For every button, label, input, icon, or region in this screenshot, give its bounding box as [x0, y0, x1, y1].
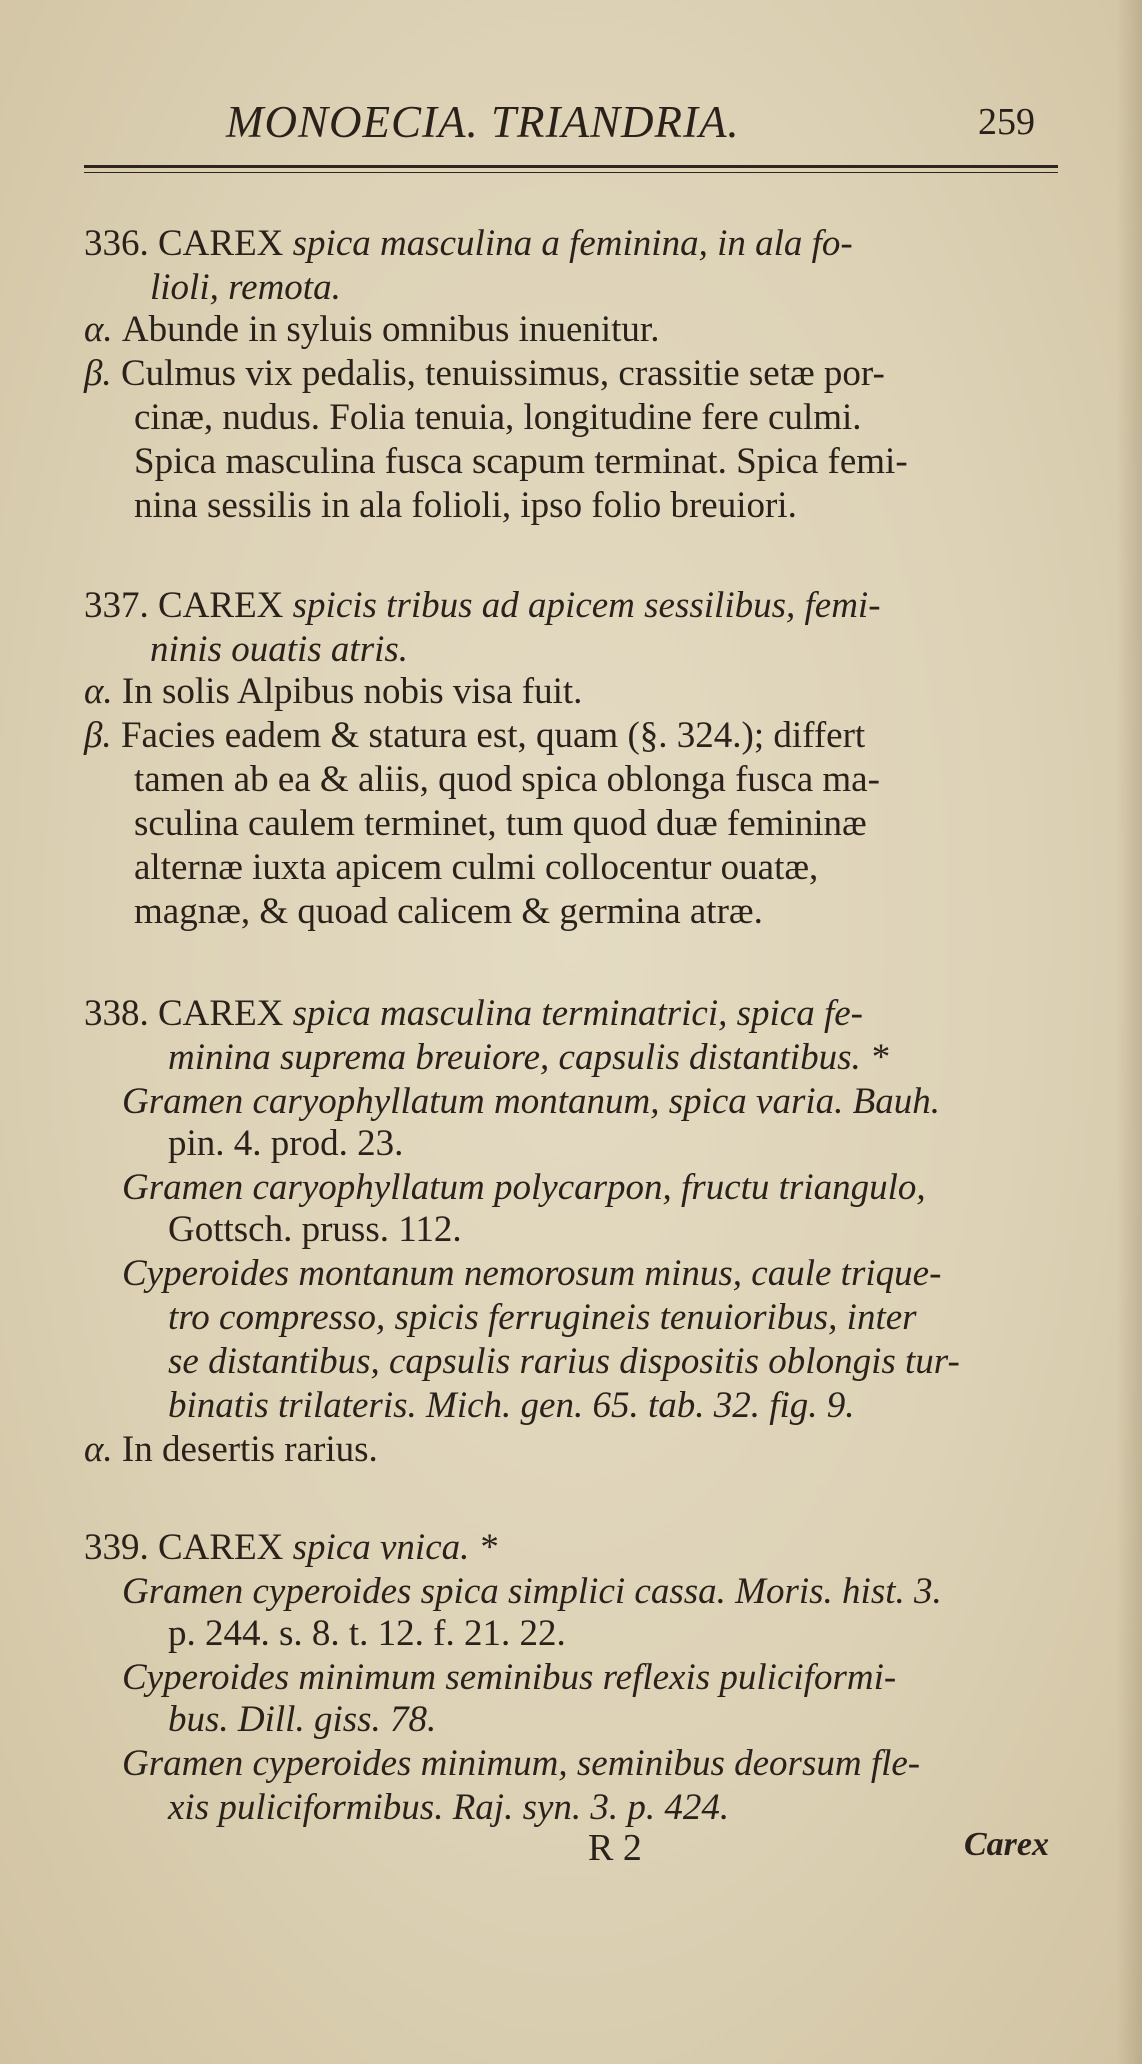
variety-marker: β.: [84, 353, 121, 394]
entry-339-line-1: [84, 1526, 497, 1570]
entry-338-line-8: tro compresso, spicis ferrugineis tenuioribus, inter: [168, 1297, 917, 1338]
entry-337-line-1: [84, 584, 881, 628]
entry-338-line-7: Cyperoides montanum nemorosum minus, caule trique-: [122, 1253, 942, 1294]
entry-338-line-9: se distantibus, capsulis rarius dispositis oblongis tur-: [168, 1341, 960, 1382]
entry-338-line-10: binatis trilateris. Mich. gen. 65. tab. 32. fig. 9.: [168, 1385, 855, 1426]
entry-diagnosis: spica vnica. *: [292, 1527, 498, 1568]
entry-339-line-5: bus. Dill. giss. 78.: [168, 1699, 437, 1740]
entry-338-line-2: minina suprema breuiore, capsulis distantibus. *: [168, 1037, 889, 1078]
entry-339-line-6: Gramen cyperoides minimum, seminibus deorsum fle-: [122, 1743, 921, 1784]
entry-number-heading: 336. CAREX: [84, 223, 293, 264]
entry-338-line-4: pin. 4. prod. 23.: [168, 1123, 404, 1164]
entry-336-line-1: [84, 222, 853, 266]
entry-338-line-1: [84, 992, 863, 1036]
entry-number-heading: 338. CAREX: [84, 993, 293, 1034]
entry-337-line-4: β. Facies eadem & statura est, quam (§. 324.); differt: [84, 715, 866, 756]
entry-338-line-5: Gramen caryophyllatum polycarpon, fructu triangulo,: [122, 1167, 926, 1208]
entry-336-line-4: β. Culmus vix pedalis, tenuissimus, crassitie setæ por-: [84, 353, 885, 394]
entry-number-heading: 337. CAREX: [84, 585, 293, 626]
entry-337-line-6: sculina caulem terminet, tum quod duæ femininæ: [134, 803, 867, 844]
entry-337-line-2: ninis ouatis atris.: [150, 629, 409, 670]
running-head: MONOECIA. TRIANDRIA.: [226, 97, 740, 147]
variety-marker: α.: [84, 671, 122, 712]
entry-338-line-6: Gottsch. pruss. 112.: [168, 1209, 462, 1250]
entry-diagnosis: spicis tribus ad apicem sessilibus, femi-: [292, 585, 881, 626]
entry-339-line-2: Gramen cyperoides spica simplici cassa. Moris. hist. 3.: [122, 1571, 942, 1612]
header-rule: [84, 165, 1058, 173]
entry-336-line-5: cinæ, nudus. Folia tenuia, longitudine fere culmi.: [134, 397, 862, 438]
entry-339-line-3: p. 244. s. 8. t. 12. f. 21. 22.: [168, 1613, 566, 1654]
entry-339-line-7: xis puliciformibus. Raj. syn. 3. p. 424.: [168, 1787, 730, 1828]
page-edge-shadow: [1116, 0, 1142, 2064]
entry-338-line-3: Gramen caryophyllatum montanum, spica varia. Bauh.: [122, 1081, 941, 1122]
entry-338-line-11: α. In desertis rarius.: [84, 1429, 378, 1470]
entry-diagnosis: spica masculina a feminina, in ala fo-: [292, 223, 853, 264]
entry-336-line-6: Spica masculina fusca scapum terminat. Spica femi-: [134, 441, 908, 482]
entry-336-line-2: lioli, remota.: [150, 267, 341, 308]
page-footer: [0, 1826, 1142, 1876]
signature-mark: R 2: [588, 1827, 642, 1869]
variety-marker: β.: [84, 715, 121, 756]
variety-marker: α.: [84, 309, 122, 350]
entry-337-line-3: α. In solis Alpibus nobis visa fuit.: [84, 671, 583, 712]
entry-diagnosis: spica masculina terminatrici, spica fe-: [292, 993, 863, 1034]
entry-337-line-5: tamen ab ea & aliis, quod spica oblonga fusca ma-: [134, 759, 880, 800]
page-number: 259: [978, 101, 1035, 143]
entry-336-line-7: nina sessilis in ala folioli, ipso folio breuiori.: [134, 485, 797, 526]
entry-number-heading: 339. CAREX: [84, 1527, 293, 1568]
entry-337-line-7: alternæ iuxta apicem culmi collocentur ouatæ,: [134, 847, 819, 888]
entry-337-line-8: magnæ, & quoad calicem & germina atræ.: [134, 891, 763, 932]
variety-marker: α.: [84, 1429, 122, 1470]
entry-336-line-3: α. Abunde in syluis omnibus inuenitur.: [84, 309, 660, 350]
page-header: [0, 96, 1142, 156]
entry-339-line-4: Cyperoides minimum seminibus reflexis puliciformi-: [122, 1657, 897, 1698]
catchword: Carex: [964, 1826, 1049, 1863]
